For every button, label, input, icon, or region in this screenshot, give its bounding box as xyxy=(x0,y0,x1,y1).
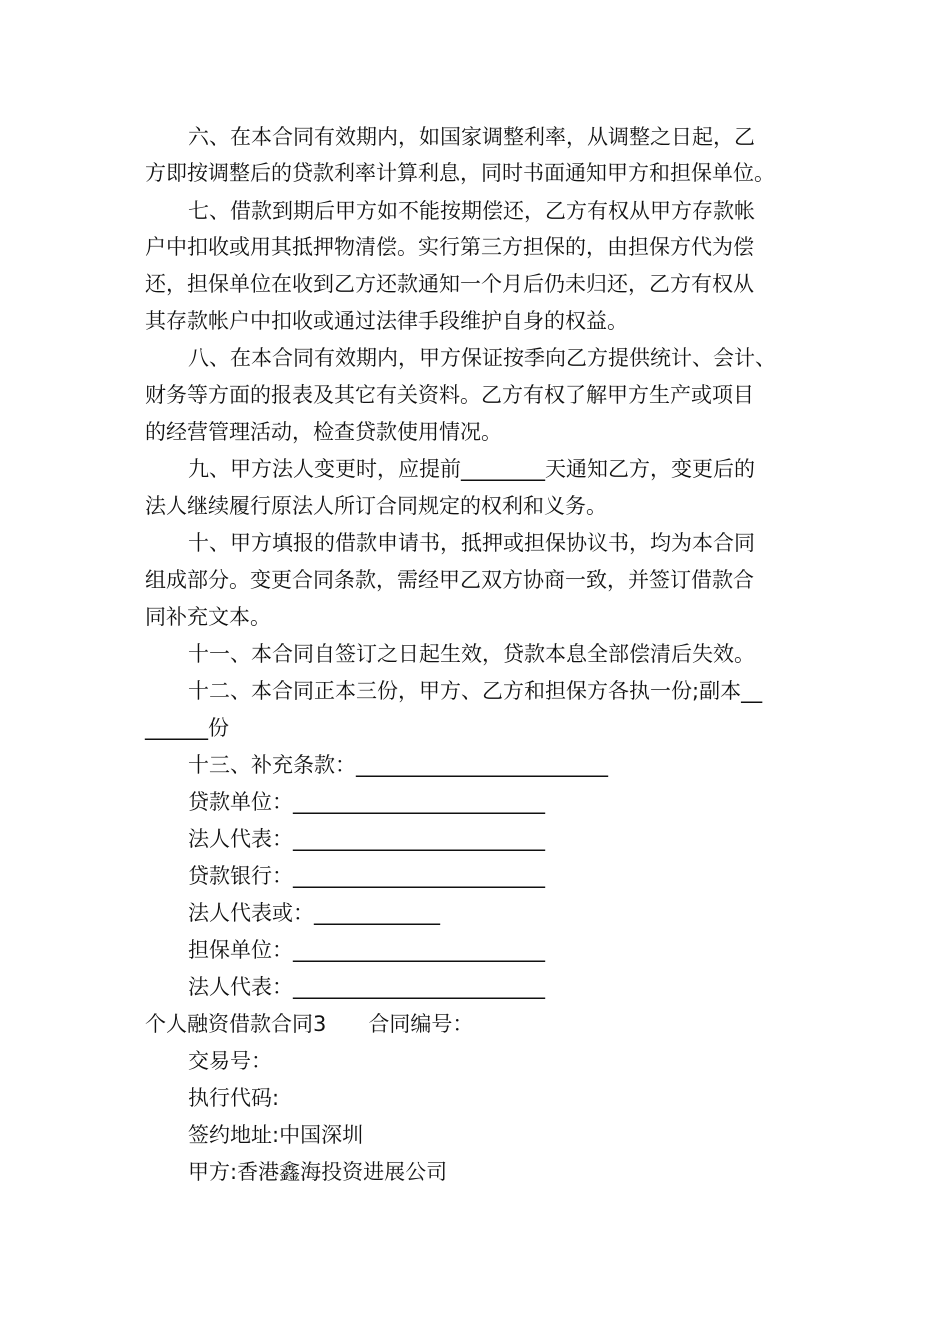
clause-7-line-3: 还，担保单位在收到乙方还款通知一个月后仍未归还，乙方有权从 xyxy=(145,272,754,296)
clause-8-line-2: 财务等方面的报表及其它有关资料。乙方有权了解甲方生产或项目 xyxy=(145,383,754,407)
legal-representative-or-field: 法人代表或：____________ xyxy=(188,901,440,925)
transaction-number-field: 交易号： xyxy=(188,1049,272,1073)
clause-6-line-2: 方即按调整后的贷款利率计算利息，同时书面通知甲方和担保单位。 xyxy=(145,161,775,185)
contract-heading: 个人融资借款合同3 合同编号： xyxy=(145,1012,474,1036)
clause-12-line-2: ______份 xyxy=(145,716,229,740)
clause-6-line-1: 六、在本合同有效期内，如国家调整利率，从调整之日起，乙 xyxy=(188,125,755,149)
legal-representative-field: 法人代表：________________________ xyxy=(188,827,545,851)
clause-8-line-3: 的经营管理活动，检查贷款使用情况。 xyxy=(145,420,502,444)
clause-7-line-2: 户中扣收或用其抵押物清偿。实行第三方担保的，由担保方代为偿 xyxy=(145,235,754,259)
clause-8-line-1: 八、在本合同有效期内，甲方保证按季向乙方提供统计、会计、 xyxy=(188,346,776,370)
clause-9-line-2: 法人继续履行原法人所订合同规定的权利和义务。 xyxy=(145,494,607,518)
execution-code-field: 执行代码: xyxy=(188,1086,280,1110)
lender-unit-field: 贷款单位：________________________ xyxy=(188,790,545,814)
guarantor-representative-field: 法人代表：________________________ xyxy=(188,975,545,999)
clause-7-line-4: 其存款帐户中扣收或通过法律手段维护自身的权益。 xyxy=(145,309,628,333)
clause-10-line-3: 同补充文本。 xyxy=(145,605,271,629)
guarantor-unit-field: 担保单位：________________________ xyxy=(188,938,545,962)
clause-11-line: 十一、本合同自签订之日起生效，贷款本息全部偿清后失效。 xyxy=(188,642,755,666)
clause-9-line-1: 九、甲方法人变更时，应提前________天通知乙方，变更后的 xyxy=(188,457,755,481)
clause-12-line-1: 十二、本合同正本三份，甲方、乙方和担保方各执一份;副本__ xyxy=(188,679,763,703)
clause-10-line-2: 组成部分。变更合同条款，需经甲乙双方协商一致，并签订借款合 xyxy=(145,568,754,592)
lending-bank-field: 贷款银行：________________________ xyxy=(188,864,545,888)
party-a-field: 甲方:香港鑫海投资进展公司 xyxy=(188,1160,448,1184)
clause-13-line: 十三、补充条款：________________________ xyxy=(188,753,608,777)
clause-7-line-1: 七、借款到期后甲方如不能按期偿还，乙方有权从甲方存款帐 xyxy=(188,199,755,223)
clause-10-line-1: 十、甲方填报的借款申请书，抵押或担保协议书，均为本合同 xyxy=(188,531,755,555)
signing-address-field: 签约地址:中国深圳 xyxy=(188,1123,364,1147)
